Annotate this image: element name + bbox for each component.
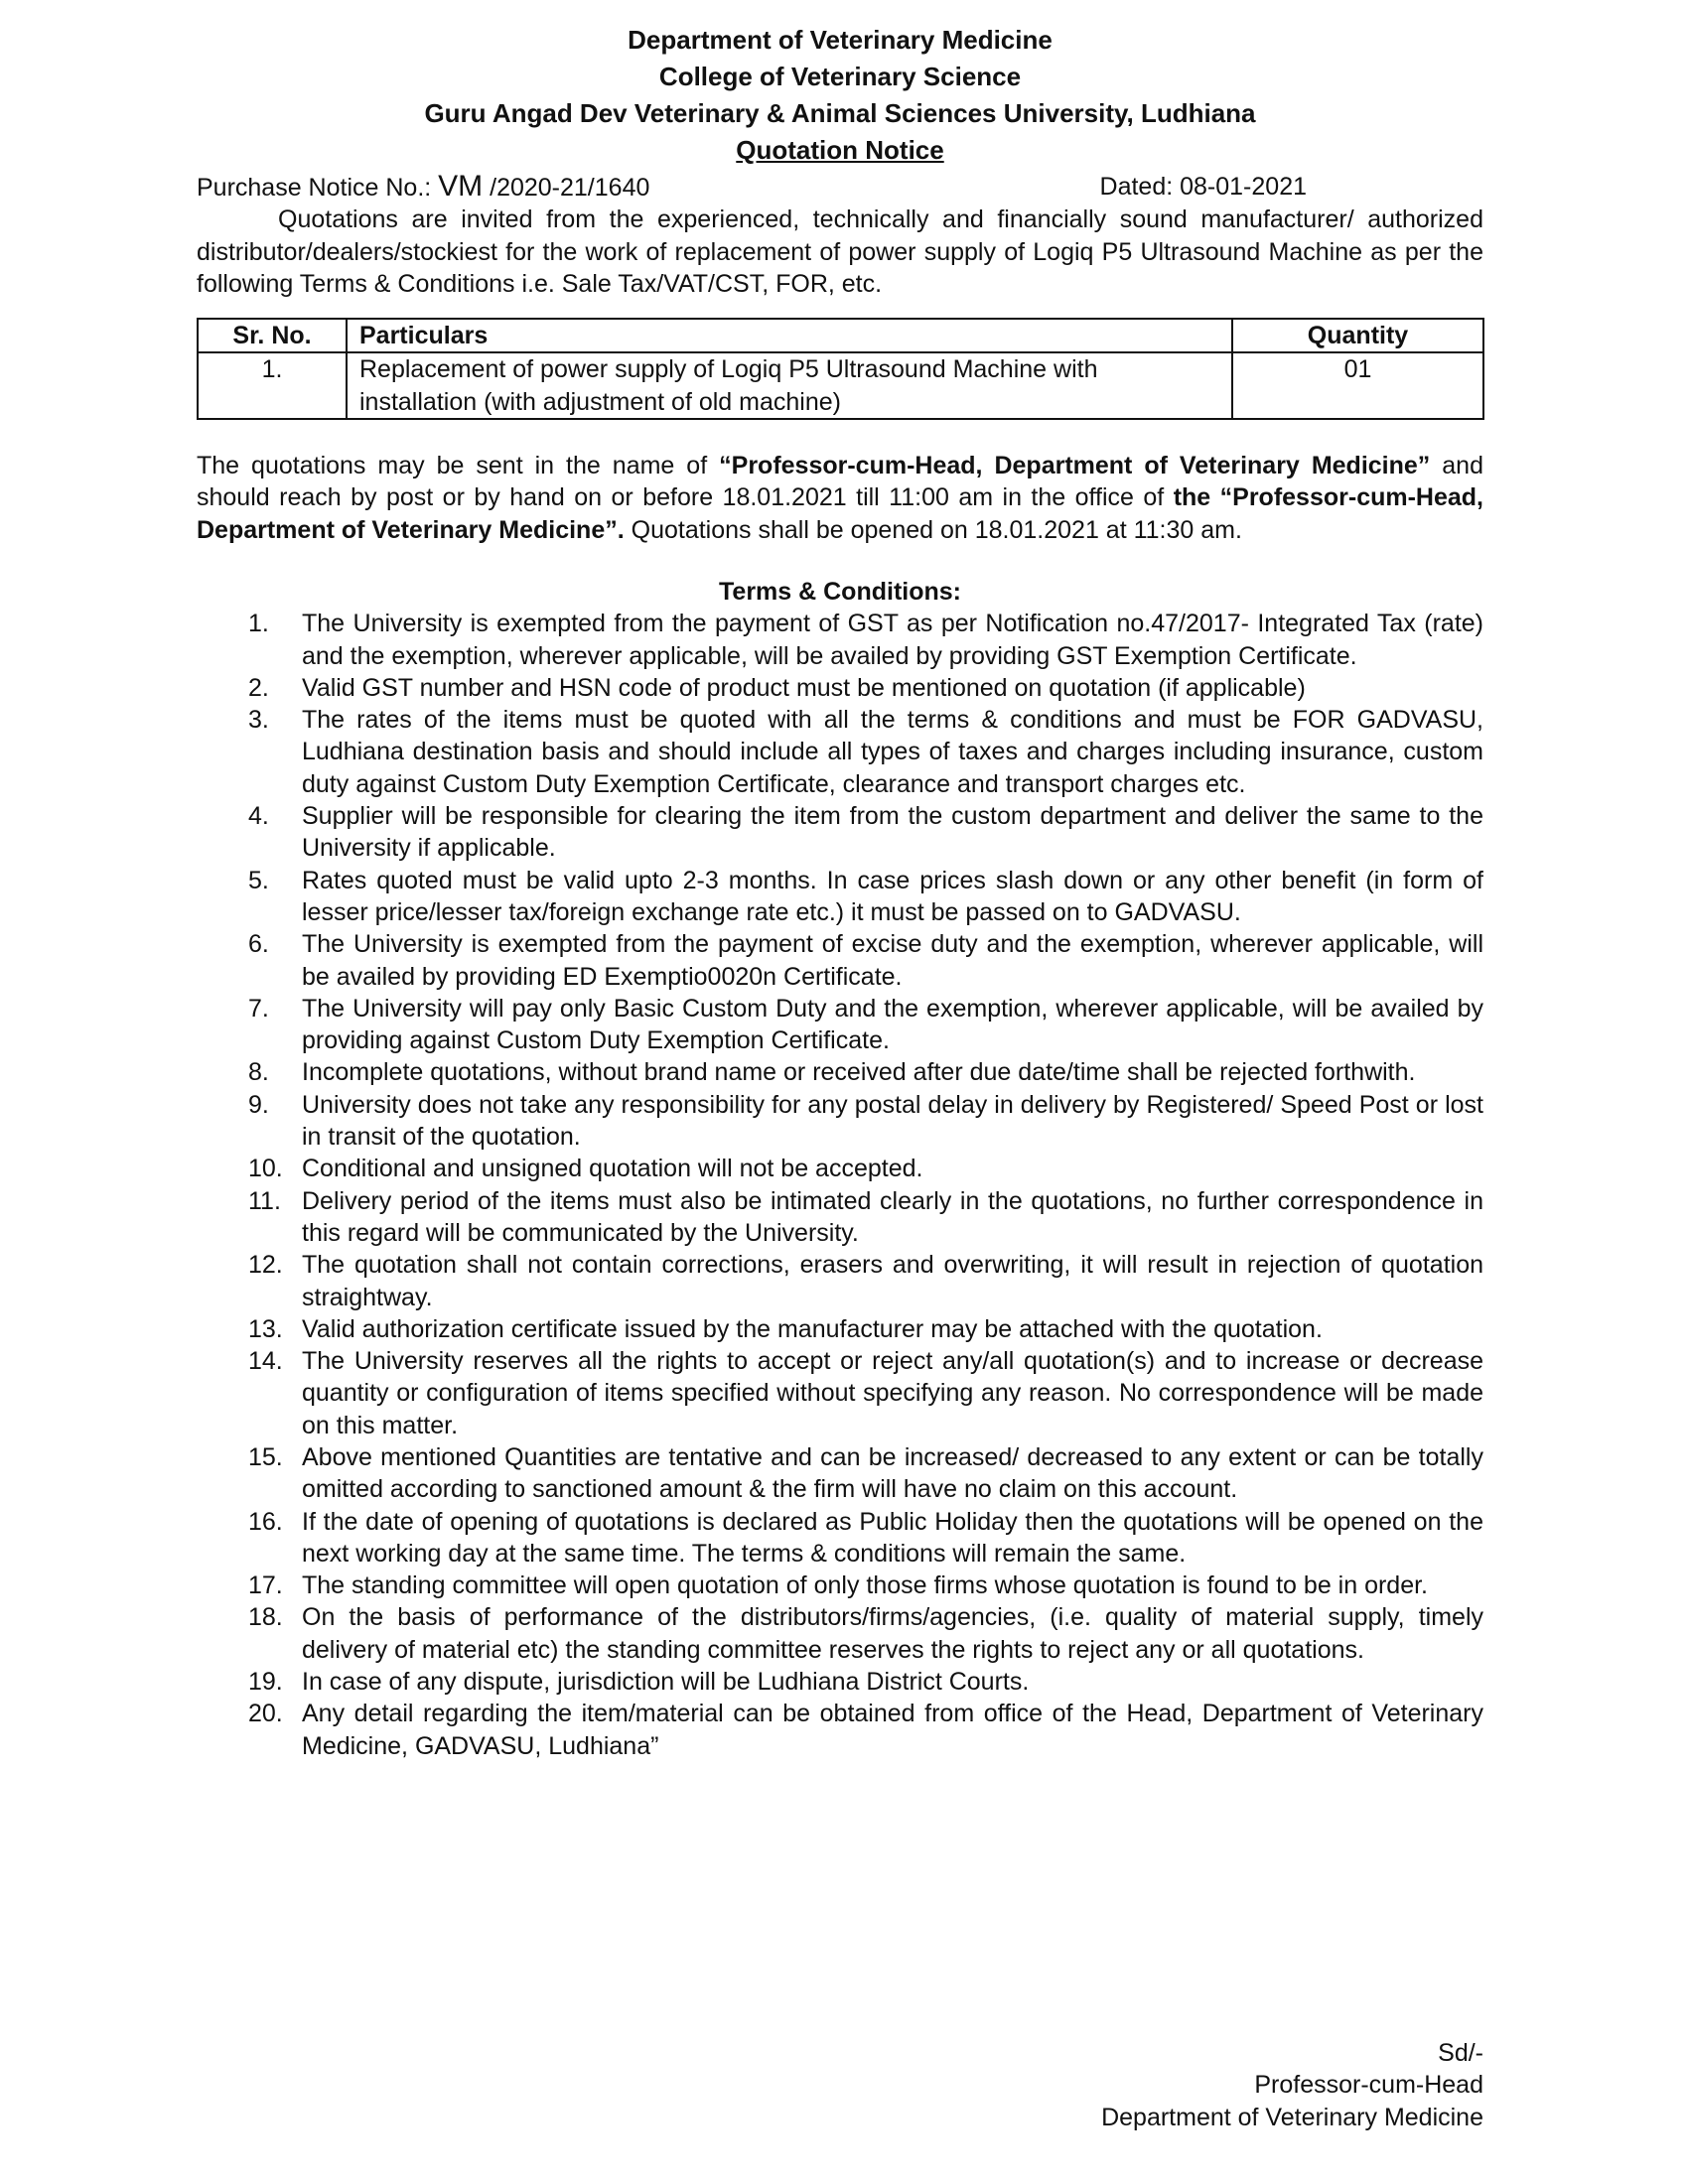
term-number: 15.	[248, 1442, 283, 1471]
submission-text-3: Quotations shall be opened on 18.01.2021 at 11:30 am.	[624, 515, 1242, 544]
list-item	[197, 1056, 1483, 1088]
submission-bold-1: “Professor-cum-Head, Department of Veterinary Medicine”	[719, 452, 1431, 480]
list-item	[197, 608, 1483, 672]
list-item	[197, 865, 1483, 929]
purchase-notice-value: /2020-21/1640	[483, 174, 650, 202]
term-text: The rates of the items must be quoted with all the terms & conditions and must be FOR GADVASU, Ludhiana destination basis and should include all types of taxes and charges including insurance, custom duty against Custom Duty Exemption Certificate, clearance and transport charges etc.	[302, 706, 1483, 798]
table-row	[198, 352, 1483, 419]
signature-block	[1101, 2037, 1483, 2133]
term-number: 3.	[248, 706, 269, 735]
university-heading: Guru Angad Dev Veterinary & Animal Sciences University, Ludhiana	[424, 98, 1256, 128]
intro-paragraph: Quotations are invited from the experienced, technically and financially sound manufacturer/ authorized distributor/dealers/stockiest for the work of replacement of power supply of Logiq P5 Ultrasound Machine as per the following Terms & Conditions i.e. Sale Tax/VAT/CST, FOR, etc.	[197, 205, 1483, 298]
term-text: Above mentioned Quantities are tentative and can be increased/ decreased to any extent or can be totally omitted according to sanctioned amount & the firm will have no claim on this account.	[302, 1442, 1483, 1504]
term-text: Valid authorization certificate issued by the manufacturer may be attached with the quotation.	[302, 1314, 1323, 1343]
term-number: 8.	[248, 1058, 269, 1087]
term-text: Valid GST number and HSN code of product must be mentioned on quotation (if applicable)	[302, 673, 1306, 702]
term-number: 16.	[248, 1507, 283, 1536]
list-item	[197, 1089, 1483, 1154]
term-number: 10.	[248, 1155, 283, 1183]
submission-text-1: The quotations may be sent in the name of	[197, 452, 720, 480]
header-sr-no: Sr. No.	[198, 319, 347, 352]
term-number: 12.	[248, 1251, 283, 1280]
terms-list	[197, 608, 1483, 1762]
term-text: In case of any dispute, jurisdiction will be Ludhiana District Courts.	[302, 1668, 1030, 1697]
submission-paragraph	[197, 450, 1483, 546]
table-header-row	[198, 319, 1483, 352]
term-text: Incomplete quotations, without brand name or received after due date/time shall be rejected forthwith.	[302, 1058, 1416, 1087]
term-text: The University is exempted from the payment of GST as per Notification no.47/2017- Integrated Tax (rate) and the exemption, wherever applicable, will be availed by providing GST Exemption Certificate.	[302, 610, 1483, 670]
term-number: 6.	[248, 930, 269, 959]
list-item	[197, 1249, 1483, 1313]
list-item	[197, 1506, 1483, 1570]
term-number: 4.	[248, 802, 269, 831]
term-text: The University will pay only Basic Custom Duty and the exemption, wherever applicable, will be availed by providing against Custom Duty Exemption Certificate.	[302, 994, 1483, 1055]
notice-title	[197, 132, 1483, 169]
list-item	[197, 993, 1483, 1057]
purchase-notice-number	[197, 171, 649, 204]
term-number: 13.	[248, 1314, 283, 1343]
submission-text-2: and should reach by post or by hand on or before 18.01.2021 till 11:00 am in the office of	[197, 452, 1483, 512]
term-text: The standing committee will open quotation of only those firms whose quotation is found to be in order.	[302, 1571, 1428, 1600]
term-text: University does not take any responsibility for any postal delay in delivery by Registered/ Speed Post or lost in transit of the quotation.	[302, 1090, 1483, 1152]
list-item	[197, 1698, 1483, 1762]
term-text: Supplier will be responsible for clearing the item from the custom department and deliver the same to the University if applicable.	[302, 802, 1483, 863]
term-text: Rates quoted must be valid upto 2-3 months. In case prices slash down or any other benefit (in form of lesser price/lesser tax/foreign exchange rate etc.) it must be passed on to GADVASU.	[302, 866, 1483, 926]
notice-title-text: Quotation Notice	[736, 135, 944, 165]
department-heading: Department of Veterinary Medicine	[628, 25, 1053, 55]
cell-sr-no: 1.	[198, 352, 347, 419]
cell-quantity: 01	[1232, 352, 1483, 419]
list-item	[197, 672, 1483, 704]
term-text: The quotation shall not contain corrections, erasers and overwriting, it will result in rejection of quotation straightway.	[302, 1251, 1483, 1311]
signature-sd: Sd/-	[1438, 2039, 1483, 2067]
college-heading: College of Veterinary Science	[658, 62, 1022, 91]
terms-heading: Terms & Conditions:	[719, 577, 961, 606]
list-item	[197, 1441, 1483, 1506]
header-quantity: Quantity	[1232, 319, 1483, 352]
document-page	[197, 22, 1483, 1762]
term-text: If the date of opening of quotations is declared as Public Holiday then the quotations will be opened on the next working day at the same time. The terms & conditions will remain the same.	[302, 1507, 1483, 1568]
term-number: 5.	[248, 866, 269, 894]
signature-title: Professor-cum-Head	[1254, 2071, 1483, 2100]
term-text: On the basis of performance of the distributors/firms/agencies, (i.e. quality of material supply, timely delivery of material etc) the standing committee reserves the rights to reject any or all quotations.	[302, 1603, 1483, 1664]
list-item	[197, 800, 1483, 865]
list-item	[197, 704, 1483, 800]
term-text: The University is exempted from the payment of excise duty and the exemption, wherever applicable, will be availed by providing ED Exemptio0020n Certificate.	[302, 930, 1483, 991]
term-number: 19.	[248, 1668, 283, 1697]
term-number: 17.	[248, 1571, 283, 1600]
list-item	[197, 1666, 1483, 1698]
notice-date: Dated: 08-01-2021	[1099, 173, 1307, 201]
list-item	[197, 1345, 1483, 1441]
purchase-notice-label: Purchase Notice No.:	[197, 174, 439, 202]
term-text: The University reserves all the rights to accept or reject any/all quotation(s) and to increase or decrease quantity or configuration of items specified without specifying any reason. No correspondence will be made on this matter.	[302, 1347, 1483, 1439]
list-item	[197, 1185, 1483, 1250]
list-item	[197, 1153, 1483, 1184]
list-item	[197, 1313, 1483, 1345]
term-number: 14.	[248, 1347, 283, 1376]
term-number: 1.	[248, 610, 269, 638]
term-text: Conditional and unsigned quotation will not be accepted.	[302, 1155, 923, 1183]
items-table	[197, 318, 1484, 420]
term-number: 20.	[248, 1700, 283, 1728]
term-number: 7.	[248, 994, 269, 1023]
term-number: 9.	[248, 1090, 269, 1119]
purchase-notice-prefix: VM	[438, 170, 484, 203]
submission-bold-2: the “Professor-cum-Head, Department of Veterinary Medicine”.	[197, 483, 1483, 544]
term-number: 18.	[248, 1603, 283, 1632]
list-item	[197, 928, 1483, 993]
list-item	[197, 1570, 1483, 1601]
term-text: Delivery period of the items must also be intimated clearly in the quotations, no further correspondence in this regard will be communicated by the University.	[302, 1186, 1483, 1247]
term-text: Any detail regarding the item/material can be obtained from office of the Head, Department of Veterinary Medicine, GADVASU, Ludhiana”	[302, 1700, 1483, 1760]
notice-line	[197, 171, 1483, 204]
list-item	[197, 1601, 1483, 1666]
term-number: 2.	[248, 673, 269, 702]
header-particulars: Particulars	[347, 319, 1232, 352]
cell-particulars: Replacement of power supply of Logiq P5 Ultrasound Machine with installation (with adjustment of old machine)	[347, 352, 1232, 419]
term-number: 11.	[248, 1186, 281, 1215]
signature-department: Department of Veterinary Medicine	[1101, 2103, 1483, 2131]
